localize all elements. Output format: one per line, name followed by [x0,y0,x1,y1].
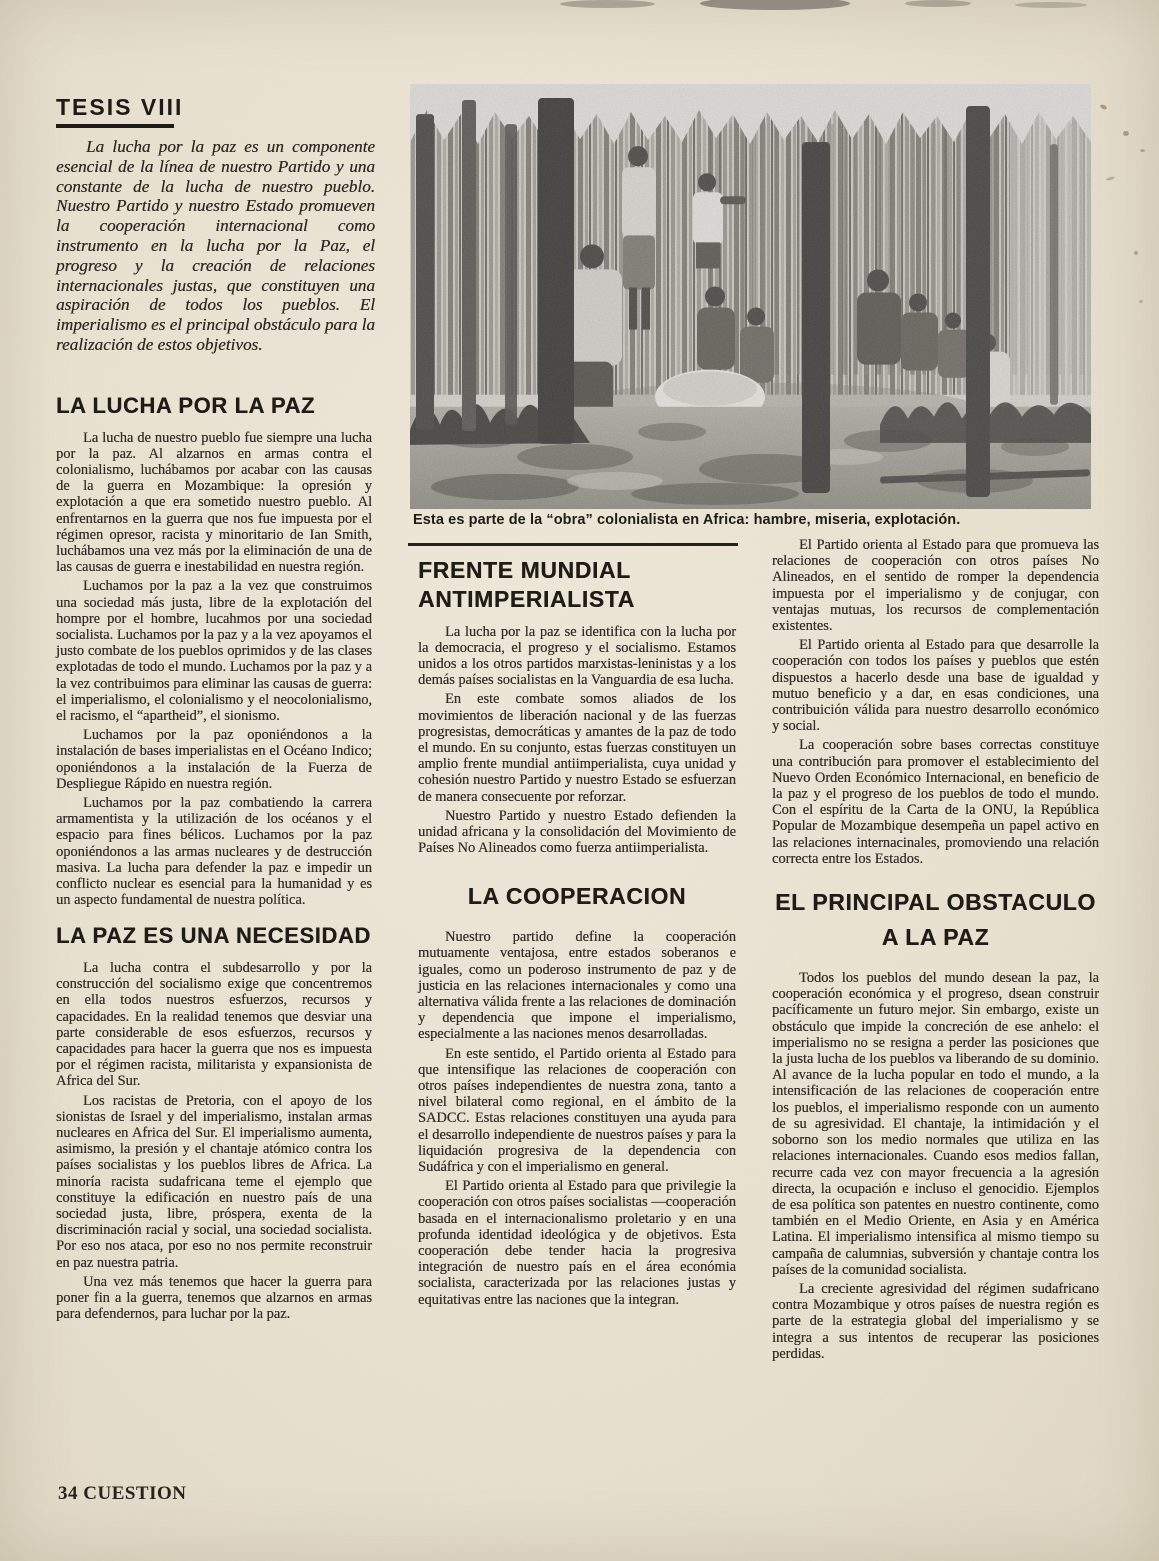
column-left [56,392,372,1325]
heading-la-paz-es-una-necesidad: LA PAZ ES UNA NECESIDAD [56,923,371,949]
heading-line: ANTIMPERIALISTA [418,585,635,612]
paragraph: Nuestro partido define la cooperación mutuamente ventajosa, entre estados soberanos e iguales, como un poderoso instrumento de paz y de justicia en las relaciones internacionales y como una alternativa válida frente a las relaciones de dominación y dependencia que impone el imperialismo, especialmente a las naciones menos desarrolladas. [418,929,736,1043]
page-footer: 34 CUESTION [58,1483,187,1504]
heading-el-principal-obstaculo [772,885,1099,954]
scan-speck [1140,149,1145,152]
paragraph: La lucha contra el subdesarrollo y por la construcción del socialismo exige que concentremos en ella todos nuestros esfuerzos, recursos y capacidades. En la realidad tenemos que desviar una parte considerable de esos esfuerzos, recursos y capacidades para hacer la guerra que nos es impuesta por el régimen racista, militarista y expansionista de Africa del Sur. [56,959,372,1090]
paragraph: Los racistas de Pretoria, con el apoyo de los sionistas de Israel y del imperialismo, instalan armas nucleares en Africa del Sur. El imperialismo aumenta, asimismo, la presión y el chantaje atómico contra los países socialistas y los pueblos libres de Africa. La minoría racista sudafricana teme el ejemplo que constituye la edificación en nuestro país de una sociedad justa, libre, próspera, exenta de la discriminación racial y social, una sociedad socialista. Por eso nos ataca, por eso no nos permite reconstruir en paz nuestra patria. [56,1092,372,1271]
scan-artifact [560,0,655,8]
paragraph: La lucha de nuestro pueblo fue siempre una lucha por la paz. Al alzarnos en armas contra el colonialismo, luchábamos por acabar con las causas de la guerra en Mozambique: la opresión y explotación a que era sometido nuestro pueblo. Al enfrentarnos en la guerra que nos fue impuesta por el régimen opresor, racista y minoritario de Ian Smith, luchábamos una vez más por la eliminación de una de las causas de guerra e inestabilidad en nuestra región. [56,429,372,576]
paragraph: Todos los pueblos del mundo desean la paz, la cooperación económica y el progreso, dsean construir pacíficamente un futuro mejor. Sin embargo, existe un obstáculo que impide la concreción de ese anhelo: el imperialismo no se resigna a perder las posiciones que la justa lucha de los pueblos va liberando de su dominio. Al avance de la lucha popular en todo el mundo, a la intensificación de las relaciones de cooperación entre los pueblos, el imperialismo responde con un aumento de su agresividad. El chantaje, la intimidación y el soborno son los medio normales que utiliza en las relaciones internacionales. Cuando esos medios fallan, recurre cada vez con mayor frecuencia a la agresión directa, la ocupación e incluso el genocidio. Ejemplos de esa política son patentes en nuestro continente, como también en el Medio Oriente, en Asia y en América Latina. El imperialismo intensifica al mismo tiempo su campaña de calumnias, subversión y chantaje contra los países de la comunidad socialista. [772,970,1099,1278]
tesis-label: TESIS VIII [56,94,184,120]
paragraph: La cooperación sobre bases correctas constituye una contribución para promover el establecimiento del Nuevo Orden Económico Internacional, en beneficio de la paz y el progreso de los pueblos de todo el mundo. Con el espíritu de la Carta de la ONU, la República Popular de Mozambique desempeña un papel activo en las relaciones internacinales, promoviendo una relación correcta entre los Estados. [772,737,1099,867]
heading-la-cooperacion: LA COOPERACION [467,883,687,910]
scan-speck [1123,131,1129,136]
scan-speck [1106,176,1115,181]
paragraph: La creciente agresividad del régimen sudafricano contra Mozambique y otros países de nuestra región es parte de la estrategia global del imperialismo y se integra a sus intentos de recuperar las posiciones perdidas. [772,1280,1099,1362]
paragraph: El Partido orienta al Estado para que desarrolle la cooperación con todos los países y pueblos que estén dispuestos a hacerlo desde una base de igualdad y mutuo beneficio y a dar, en esas condiciones, una contribuición válida para nuestro desarrollo económico y social. [772,637,1099,735]
heading-frente-mundial-antimperialista [418,556,736,614]
paragraph: En este combate somos aliados de los movimientos de liberación nacional y de las fuerzas progresistas, democráticas y amantes de la paz de todo el mundo. En su conjunto, estas fuerzas constituyen un amplio frente mundial antiimperialista, cuya unidad y cohesión nuestro Partido y nuestro Estado se esfuerzan de manera consecuente por reforzar. [418,691,736,805]
scan-speck [1099,104,1107,111]
paragraph: El Partido orienta al Estado para que promueva las relaciones de cooperación con otros países No Alineados, en el sentido de romper la dependencia impuesta por el imperialismo y de conjugar, con ventajas mutuas, los recursos de complementación existentes. [772,537,1099,635]
scan-artifact [1015,2,1087,8]
paragraph: Luchamos por la paz combatiendo la carrera armamentista y la utilización de los océanos y el espacio para fines bélicos. Luchamos por la paz oponiéndonos a las armas nucleares y de destrucción masiva. La lucha para defender la paz e impedir un conflicto nuclear es esencial para la humanidad y es un aspecto fundamental de nuestra política. [56,794,372,909]
tesis-underline [56,124,174,128]
paragraph: El Partido orienta al Estado para que privilegie la cooperación con otros países socialistas —cooperación basada en el internacionalismo proletario y en una profunda identidad ideológica y de objetivos. Esta cooperación debe tender hacia la progresiva integración de nuestro país en el área económia socialista, caracterizada por las relaciones justas y equitativas entre las naciones que la integran. [418,1178,736,1308]
photo-caption: Esta es parte de la “obra” colonialista en Africa: hambre, miseria, explotación. [413,512,961,528]
scan-artifact [905,0,971,7]
photo-colonialism [410,84,1091,509]
paragraph: Luchamos por la paz oponiéndonos a la instalación de bases imperialistas en el Océano Indico; oponiéndonos a la instalación de la Fuerza de Despliegue Rápido en nuestra región. [56,727,372,792]
scan-speck [1134,251,1138,255]
paragraph: Una vez más tenemos que hacer la guerra para poner fin a la guerra, tenemos que alzarnos en armas para defendernos, para luchar por la paz. [56,1273,372,1323]
paragraph: La lucha por la paz se identifica con la lucha por la democracia, el progreso y el socialismo. Estamos unidos a los otros partidos marxistas-leninistas y a los demás países socialistas en la Vanguardia de esa lucha. [418,623,736,689]
heading-la-lucha-por-la-paz: LA LUCHA POR LA PAZ [56,393,316,418]
paragraph: Luchamos por la paz a la vez que construimos una sociedad más justa, libre de la explotación del hompre por el hombre, lucahmos por una sociedad socialista. Luchamos por la paz y a la vez apoyamos el justo combate de los pueblos oprimidos y de las clases explotadas de todo el mundo. Luchamos por la paz y a la vez contribuimos para eliminar las causas de guerra: el imperialismo, el colonialismo y el neocolonialismo, el racismo, el “apartheid”, el sionismo. [56,578,372,724]
intro-paragraph: La lucha por la paz es un componente esencial de la línea de nuestro Partido y una constante de la lucha de nuestro pueblo. Nuestro Partido y nuestro Estado promueven la cooperación internacional como instrumento en la lucha por la Paz, el progreso y la creación de relaciones internacionales justas, que constituyen una aspiración de todos los pueblos. El imperialismo es el principal obstáculo para la realización de estos objetivos. [56,137,375,354]
paragraph: En este sentido, el Partido orienta al Estado para que intensifique las relaciones de cooperación con otros países independientes de nuestra zona, tanto a nivel bilateral como regional, en el ámbito de la SADCC. Estas relaciones constituyen una ayuda para el desarrollo independiente de nuestros países y para la liquidación progresiva de la dependencia con Sudáfrica y con el imperialismo en general. [418,1045,736,1175]
heading-line: EL PRINCIPAL OBSTACULO [775,889,1096,916]
colonialism-photo-illustration [410,84,1091,509]
heading-line: FRENTE MUNDIAL [418,557,631,583]
paragraph: Nuestro Partido y nuestro Estado defienden la unidad africana y la consolidación del Movimiento de Países No Alineados como fuerza antiimperialista. [418,807,736,857]
scan-speck [1139,300,1143,303]
scan-artifact [700,0,850,10]
heading-line: A LA PAZ [881,923,990,950]
column-right [772,537,1099,1365]
column-middle [418,556,736,1311]
section-label-tesis [56,94,183,128]
caption-rule [408,543,738,546]
